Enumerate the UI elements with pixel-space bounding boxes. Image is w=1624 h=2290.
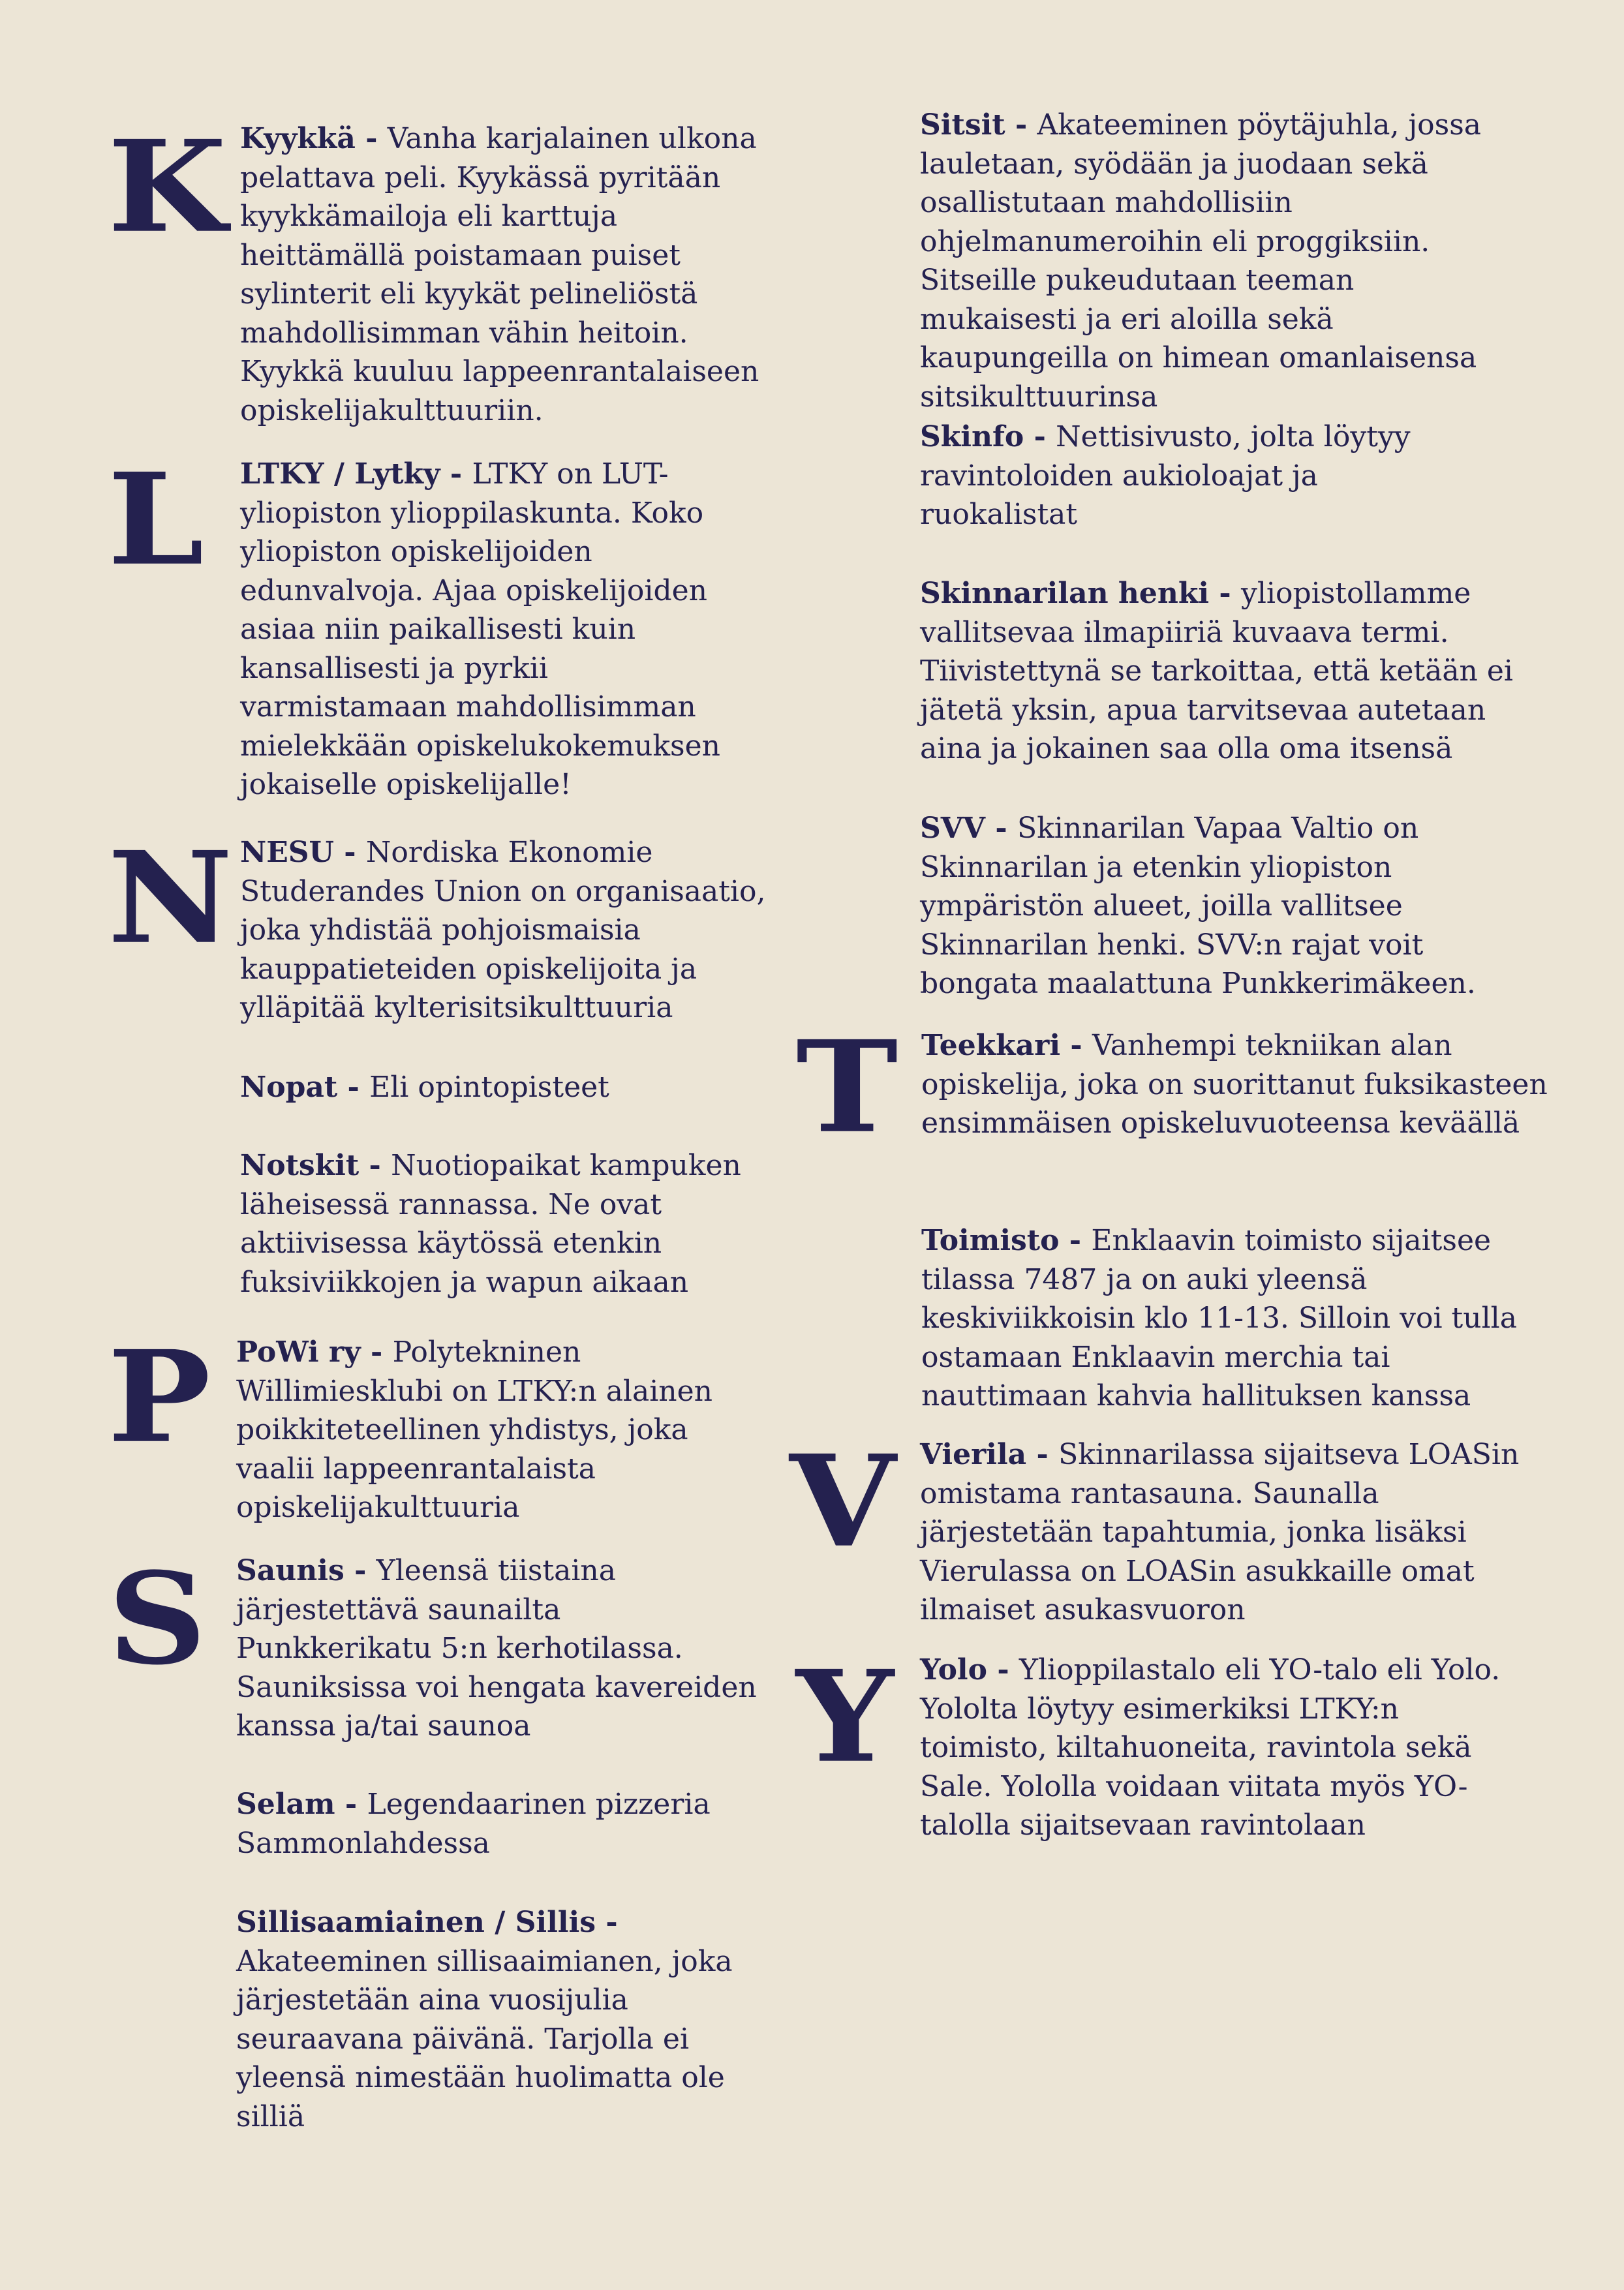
- entry-text: Polytekninen Willimiesklubi on LTKY:n alainen poikkiteteellinen yhdistys, joka vaalii lappeenrantalaista opiskelijakulttuuria: [236, 1336, 713, 1524]
- entry-term: LTKY / Lytky: [240, 457, 440, 491]
- entry-text: Nuotiopaikat kampuken läheisessä rannassa. Ne ovat aktiivisessa käytössä etenkin fuksiviikkojen ja wapun aikaan: [240, 1149, 741, 1299]
- entry-text: LTKY on LUT-yliopiston ylioppilaskunta. Koko yliopiston opiskelijoiden edunvalvoja. Ajaa opiskelijoiden asiaa niin paikallisesti kuin kansallisesti ja pyrkii varmistamaan mahdollisimman mielekkään opiskelukokemuksen jokaiselle opiskelijalle!: [240, 457, 721, 801]
- entry-skinfo: Skinfo - Nettisivusto, jolta löytyy ravintoloiden aukioloajat ja ruokalistat: [920, 420, 1411, 531]
- entry-text: Legendaarinen pizzeria Sammonlahdessa: [236, 1788, 711, 1860]
- entry-sitsit: Sitsit - Akateeminen pöytäjuhla, jossa lauletaan, syödään ja juodaan sekä osallistutaan mahdollisiin ohjelmanumeroihin eli proggiksiin. Sitseille pukeudutaan teeman mukaisesti ja eri aloilla sekä kaupungeilla on himean omanlaisensa sitsikulttuurinsa: [920, 108, 1482, 414]
- entry-skinnarilan-henki: Skinnarilan henki - yliopistollamme vallitsevaa ilmapiiriä kuvaava termi. Tiivistettynä se tarkoittaa, että ketään ei jätetä yksin, apua tarvitsevaa autetaan aina ja jokainen saa olla oma itsensä: [920, 577, 1513, 765]
- entry-term: Skinfo: [920, 420, 1024, 453]
- letter-t: T: [796, 1013, 898, 1161]
- entry-term: SVV: [920, 812, 986, 845]
- entry-saunis: Saunis - Yleensä tiistaina järjestettävä saunailta Punkkerikatu 5:n kerhotilassa. Sauniksissa voi hengata kavereiden kanssa ja/tai saunoa: [236, 1554, 757, 1743]
- entry-text: yliopistollamme vallitsevaa ilmapiiriä kuvaava termi. Tiivistettynä se tarkoittaa, että ketään ei jätetä yksin, apua tarvitsevaa autetaan aina ja jokainen saa olla oma itsensä: [920, 577, 1513, 765]
- entry-selam: Selam - Legendaarinen pizzeria Sammonlahdessa: [236, 1788, 711, 1860]
- entry-term: Notskit: [240, 1149, 360, 1182]
- entry-term: Skinnarilan henki: [920, 577, 1210, 610]
- entry-term: PoWi ry: [236, 1336, 361, 1369]
- entry-term: Yolo: [920, 1653, 987, 1687]
- entry-text: Enklaavin toimisto sijaitsee tilassa 7487 ja on auki yleensä keskiviikkoisin klo 11-13. Silloin voi tulla ostamaan Enklaavin merchia tai nauttimaan kahvia hallituksen kanssa: [921, 1224, 1517, 1412]
- entry-term: Sillisaamiainen / Sillis: [236, 1906, 596, 1939]
- entry-term: Teekkari: [921, 1029, 1061, 1062]
- entry-term: Kyykkä: [240, 122, 356, 155]
- entry-vierila: Vierila - Skinnarilassa sijaitseva LOASin omistama rantasauna. Saunalla järjestetään tapahtumia, jonka lisäksi Vierulassa on LOASin asukkaille omat ilmaiset asukasvuoron: [920, 1438, 1520, 1626]
- entry-term: Sitsit: [920, 108, 1005, 142]
- letter-n: N: [108, 823, 233, 972]
- entry-text: Vanha karjalainen ulkona pelattava peli. Kyykässä pyritään kyykkämailoja eli karttuja heittämällä poistamaan puiset sylinterit eli kyykät pelineliöstä mahdollisimman vähin heitoin. Kyykkä kuuluu lappeenrantalaiseen opiskelijakulttuuriin.: [240, 122, 759, 427]
- letter-k: K: [108, 112, 227, 261]
- entry-term: Vierila: [920, 1438, 1027, 1471]
- entry-ltky: LTKY / Lytky - LTKY on LUT-yliopiston ylioppilaskunta. Koko yliopiston opiskelijoiden edunvalvoja. Ajaa opiskelijoiden asiaa niin paikallisesti kuin kansallisesti ja pyrkii varmistamaan mahdollisimman mielekkään opiskelukokemuksen jokaiselle opiskelijalle!: [240, 457, 721, 801]
- entry-text: Akateeminen pöytäjuhla, jossa lauletaan, syödään ja juodaan sekä osallistutaan mahdollisiin ohjelmanumeroihin eli proggiksiin. Sitseille pukeudutaan teeman mukaisesti ja eri aloilla sekä kaupungeilla on himean omanlaisensa sitsikulttuurinsa: [920, 108, 1482, 414]
- entry-text: Akateeminen sillisaaimianen, joka järjestetään aina vuosijulia seuraavana päivänä. Tarjolla ei yleensä nimestään huolimatta ole silliä: [236, 1944, 733, 2133]
- entry-term: Saunis: [236, 1554, 345, 1587]
- entry-nopat: Nopat - Eli opintopisteet: [240, 1071, 609, 1104]
- entry-term: Selam: [236, 1788, 335, 1821]
- entry-svv: SVV - Skinnarilan Vapaa Valtio on Skinnarilan ja etenkin yliopiston ympäristön alueet, joilla vallitsee Skinnarilan henki. SVV:n rajat voit bongata maalattuna Punkkerimäkeen.: [920, 812, 1476, 1000]
- letter-s: S: [108, 1544, 207, 1693]
- entry-yolo: Yolo - Ylioppilastalo eli YO-talo eli Yolo. Yololta löytyy esimerkiksi LTKY:n toimisto, kiltahuoneita, ravintola sekä Sale. Yololla voidaan viitata myös YO-talolla sijaitsevaan ravintolaan: [920, 1653, 1501, 1842]
- letter-v: V: [789, 1427, 896, 1576]
- entry-powi: PoWi ry - Polytekninen Willimiesklubi on LTKY:n alainen poikkiteteellinen yhdistys, joka vaalii lappeenrantalaista opiskelijakulttuuria: [236, 1336, 713, 1524]
- entry-text: Nettisivusto, jolta löytyy ravintoloiden aukioloajat ja ruokalistat: [920, 420, 1411, 531]
- entry-text: Vanhempi tekniikan alan opiskelija, joka on suorittanut fuksikasteen ensimmäisen opiskeluvuoteensa keväällä: [921, 1029, 1548, 1140]
- entry-notskit: Notskit - Nuotiopaikat kampuken läheisessä rannassa. Ne ovat aktiivisessa käytössä etenkin fuksiviikkojen ja wapun aikaan: [240, 1149, 741, 1299]
- entry-term: Nopat: [240, 1071, 338, 1104]
- entry-text: Nordiska Ekonomie Studerandes Union on organisaatio, joka yhdistää pohjoismaisia kauppatieteiden opiskelijoita ja ylläpitää kylterisitsikulttuuria: [240, 836, 766, 1024]
- letter-p: P: [108, 1322, 211, 1471]
- entry-text: Eli opintopisteet: [369, 1071, 609, 1104]
- entry-text: Ylioppilastalo eli YO-talo eli Yolo. Yololta löytyy esimerkiksi LTKY:n toimisto, kiltahuoneita, ravintola sekä Sale. Yololla voidaan viitata myös YO-talolla sijaitsevaan ravintolaan: [920, 1653, 1501, 1842]
- entry-term: Toimisto: [921, 1224, 1060, 1257]
- entry-nesu: NESU - Nordiska Ekonomie Studerandes Union on organisaatio, joka yhdistää pohjoismaisia kauppatieteiden opiskelijoita ja ylläpitää kylterisitsikulttuuria: [240, 836, 766, 1024]
- entry-term: NESU: [240, 836, 334, 869]
- entry-text: Yleensä tiistaina järjestettävä saunailta Punkkerikatu 5:n kerhotilassa. Sauniksissa voi hengata kavereiden kanssa ja/tai saunoa: [236, 1554, 757, 1743]
- letter-y: Y: [796, 1642, 894, 1791]
- entry-toimisto: Toimisto - Enklaavin toimisto sijaitsee tilassa 7487 ja on auki yleensä keskiviikkoisin klo 11-13. Silloin voi tulla ostamaan Enklaavin merchia tai nauttimaan kahvia hallituksen kanssa: [921, 1224, 1517, 1412]
- letter-l: L: [108, 445, 204, 594]
- entry-text: Skinnarilassa sijaitseva LOASin omistama rantasauna. Saunalla järjestetään tapahtumia, jonka lisäksi Vierulassa on LOASin asukkaille omat ilmaiset asukasvuoron: [920, 1438, 1520, 1626]
- entry-teekkari: Teekkari - Vanhempi tekniikan alan opiskelija, joka on suorittanut fuksikasteen ensimmäisen opiskeluvuoteensa keväällä: [921, 1029, 1548, 1140]
- entry-kyykka: Kyykkä - Vanha karjalainen ulkona pelattava peli. Kyykässä pyritään kyykkämailoja eli karttuja heittämällä poistamaan puiset sylinterit eli kyykät pelineliöstä mahdollisimman vähin heitoin. Kyykkä kuuluu lappeenrantalaiseen opiskelijakulttuuriin.: [240, 122, 759, 427]
- entry-sillis: Sillisaamiainen / Sillis - Akateeminen sillisaaimianen, joka järjestetään aina vuosijulia seuraavana päivänä. Tarjolla ei yleensä nimestään huolimatta ole silliä: [236, 1906, 733, 2133]
- entry-text: Skinnarilan Vapaa Valtio on Skinnarilan ja etenkin yliopiston ympäristön alueet, joilla vallitsee Skinnarilan henki. SVV:n rajat voit bongata maalattuna Punkkerimäkeen.: [920, 812, 1476, 1000]
